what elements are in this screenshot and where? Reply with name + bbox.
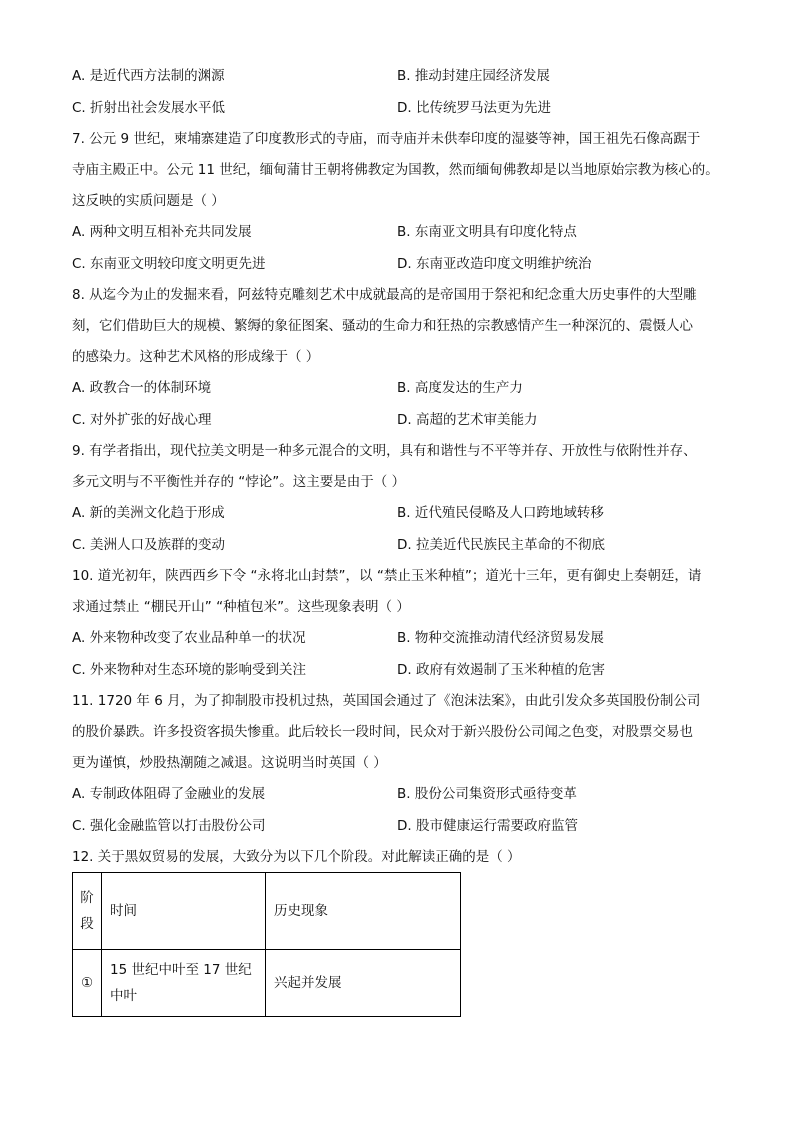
header-stage: 阶段 — [73, 873, 102, 950]
header-phenomenon: 历史现象 — [266, 873, 461, 950]
q11-option-a[interactable]: A. 专制政体阻碍了金融业的发展 — [72, 786, 266, 802]
q7-option-c[interactable]: C. 东南亚文明较印度文明更先进 — [72, 256, 266, 272]
q10-stem-line-2: 求通过禁止 “棚民开山” “种植包米”。这些现象表明（ ） — [72, 599, 410, 615]
slave-trade-table — [72, 872, 461, 1017]
q6-option-b[interactable]: B. 推动封建庄园经济发展 — [397, 68, 550, 84]
q10-stem-line-1: 10. 道光初年，陕西西乡下令 “永将北山封禁”，以 “禁止玉米种植”；道光十三年，更有御史上奏朝廷，请 — [72, 568, 702, 584]
table-row — [73, 950, 461, 1017]
q7-option-b[interactable]: B. 东南亚文明具有印度化特点 — [397, 224, 577, 240]
q6-option-c[interactable]: C. 折射出社会发展水平低 — [72, 100, 226, 116]
q8-option-a[interactable]: A. 政教合一的体制环境 — [72, 380, 212, 396]
q9-option-a[interactable]: A. 新的美洲文化趋于形成 — [72, 505, 225, 521]
cell-phenomenon: 兴起并发展 — [266, 950, 461, 1017]
q8-stem-line-1: 8. 从迄今为止的发掘来看，阿兹特克雕刻艺术中成就最高的是帝国用于祭祀和纪念重大历史事件的大型雕 — [72, 287, 697, 303]
q7-stem-line-3: 这反映的实质问题是（ ） — [72, 193, 225, 209]
q8-stem-line-2: 刻，它们借助巨大的规模、繁缛的象征图案、骚动的生命力和狂热的宗教感情产生一种深沉的、震慑人心 — [72, 318, 693, 334]
q12-stem: 12. 关于黑奴贸易的发展，大致分为以下几个阶段。对此解读正确的是（ ） — [72, 849, 521, 865]
q9-option-b[interactable]: B. 近代殖民侵略及人口跨地域转移 — [397, 505, 604, 521]
cell-stage: ① — [73, 950, 102, 1017]
q11-stem-line-2: 的股价暴跌。许多投资客损失惨重。此后较长一段时间，民众对于新兴股份公司闻之色变，对股票交易也 — [72, 724, 693, 740]
q8-stem-line-3: 的感染力。这种艺术风格的形成缘于（ ） — [72, 349, 320, 365]
q7-option-a[interactable]: A. 两种文明互相补充共同发展 — [72, 224, 252, 240]
q7-stem-line-2: 寺庙主殿正中。公元 11 世纪，缅甸蒲甘王朝将佛教定为国教，然而缅甸佛教却是以当地原始宗教为核心的。 — [72, 162, 719, 178]
q10-option-c[interactable]: C. 外来物种对生态环境的影响受到关注 — [72, 662, 307, 678]
q9-option-c[interactable]: C. 美洲人口及族群的变动 — [72, 537, 226, 553]
q7-stem-line-1: 7. 公元 9 世纪，柬埔寨建造了印度教形式的寺庙，而寺庙并未供奉印度的湿婆等神，国王祖先石像高踞于 — [72, 131, 701, 147]
q9-stem-line-1: 9. 有学者指出，现代拉美文明是一种多元混合的文明，具有和谐性与不平等并存、开放性与依附性并存、 — [72, 443, 697, 459]
q11-option-c[interactable]: C. 强化金融监管以打击股份公司 — [72, 818, 266, 834]
q6-option-a[interactable]: A. 是近代西方法制的渊源 — [72, 68, 225, 84]
q10-option-b[interactable]: B. 物种交流推动清代经济贸易发展 — [397, 630, 604, 646]
q11-stem-line-3: 更为谨慎，炒股热潮随之减退。这说明当时英国（ ） — [72, 755, 387, 771]
q11-stem-line-1: 11. 1720 年 6 月，为了抑制股市投机过热，英国国会通过了《泡沫法案》，由此引发众多英国股份制公司 — [72, 693, 701, 709]
q10-option-a[interactable]: A. 外来物种改变了农业品种单一的状况 — [72, 630, 306, 646]
table-header-row — [73, 873, 461, 950]
q7-option-d[interactable]: D. 东南亚改造印度文明维护统治 — [397, 256, 592, 272]
q8-option-d[interactable]: D. 高超的艺术审美能力 — [397, 412, 538, 428]
q9-stem-line-2: 多元文明与不平衡性并存的 “悖论”。这主要是由于（ ） — [72, 474, 406, 490]
q6-option-d[interactable]: D. 比传统罗马法更为先进 — [397, 100, 551, 116]
q9-option-d[interactable]: D. 拉美近代民族民主革命的不彻底 — [397, 537, 605, 553]
q10-option-d[interactable]: D. 政府有效遏制了玉米种植的危害 — [397, 662, 605, 678]
q8-option-b[interactable]: B. 高度发达的生产力 — [397, 380, 523, 396]
q11-option-d[interactable]: D. 股市健康运行需要政府监管 — [397, 818, 578, 834]
header-time: 时间 — [102, 873, 266, 950]
q8-option-c[interactable]: C. 对外扩张的好战心理 — [72, 412, 212, 428]
cell-time: 15 世纪中叶至 17 世纪中叶 — [102, 950, 266, 1017]
q11-option-b[interactable]: B. 股份公司集资形式亟待变革 — [397, 786, 577, 802]
